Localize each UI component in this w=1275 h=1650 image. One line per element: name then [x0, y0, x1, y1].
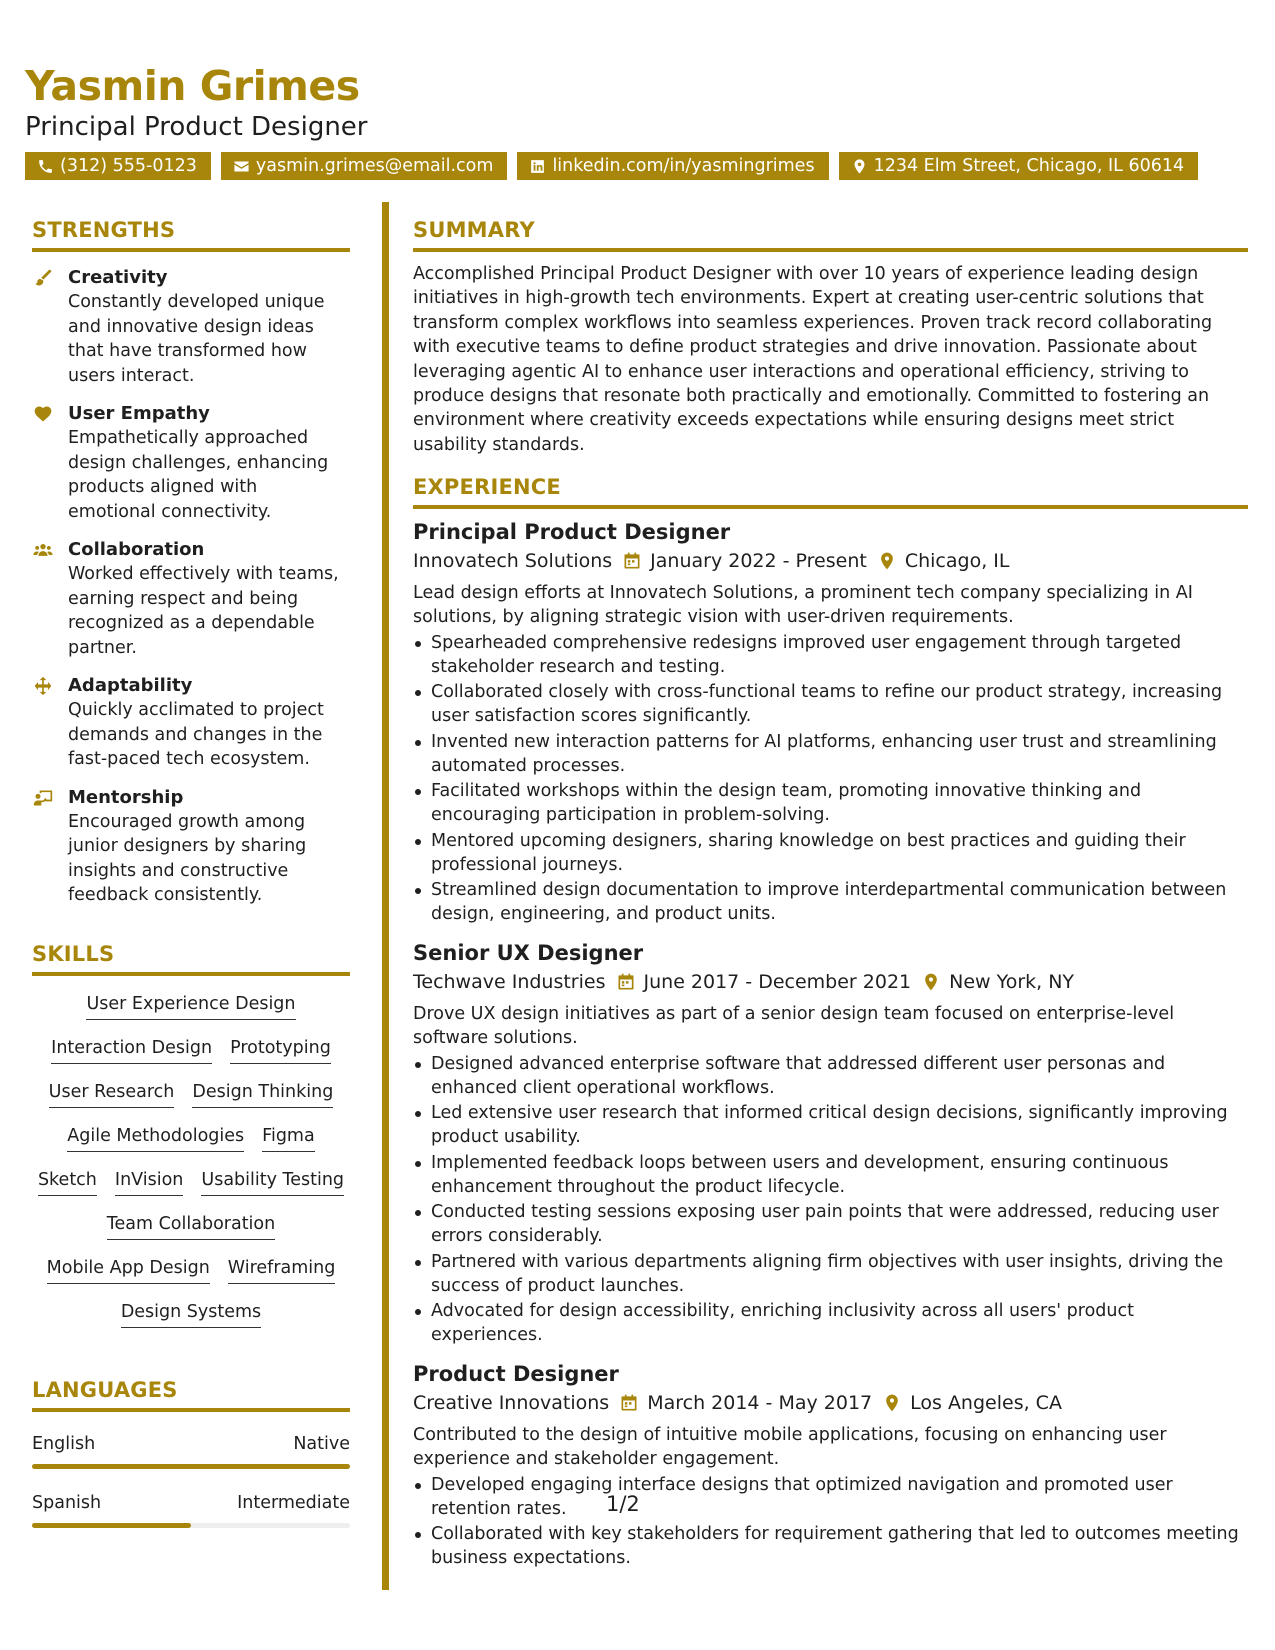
- map-marker-icon: [877, 551, 897, 571]
- job-description: Drove UX design initiatives as part of a senior design team focused on enterprise-level software solutions.: [413, 1004, 1175, 1049]
- job-bullet: Conducted testing sessions exposing user pain points that were addressed, reducing user errors considerably.: [413, 1200, 1248, 1248]
- contact-linkedin[interactable]: [517, 152, 828, 180]
- heart-icon: [32, 404, 54, 424]
- job-location: Los Angeles, CA: [910, 1392, 1062, 1415]
- calendar-icon: [622, 551, 642, 571]
- job-bullet: Collaborated with key stakeholders for requirement gathering that led to outcomes meeting business expectations.: [413, 1522, 1248, 1570]
- strength-item: [32, 538, 350, 660]
- job-dates: March 2014 - May 2017: [647, 1392, 873, 1415]
- job-bullet: Advocated for design accessibility, enriching inclusivity across all users' product experiences.: [413, 1299, 1248, 1347]
- right-column: [413, 218, 1248, 1570]
- strength-title: Creativity: [68, 267, 168, 288]
- job-bullet: Developed engaging interface designs that optimized navigation and promoted user retention rates.: [413, 1473, 1248, 1521]
- skill-tag: Team Collaboration: [107, 1212, 275, 1240]
- map-marker-icon: [882, 1393, 902, 1413]
- job-company: Techwave Industries: [413, 971, 606, 994]
- skill-tag: Usability Testing: [201, 1168, 344, 1196]
- job-title: Product Designer: [413, 1362, 619, 1387]
- address-text: 1234 Elm Street, Chicago, IL 60614: [873, 156, 1185, 176]
- job-bullets: [413, 1052, 1248, 1348]
- skill-tag: Design Systems: [121, 1300, 261, 1328]
- summary-text: Accomplished Principal Product Designer with over 10 years of experience leading design initiatives in high-growth tech environments. Expert at creating user-centric solutions that transform complex workflows into seamless experiences. Proven track record collaborating with executive teams to define product strategies and drive innovation. Passionate about leveraging agentic AI to enhance user interactions and operational efficiency, striving to produce designs that resonate both practically and emotionally. Committed to fostering an environment where creativity exceeds expectations while ensuring designs meet strict usability standards.: [413, 264, 1213, 455]
- strength-item: [32, 674, 350, 772]
- language-level: Native: [293, 1433, 350, 1454]
- map-marker-icon: [921, 972, 941, 992]
- job-bullet: Facilitated workshops within the design team, promoting innovative thinking and encouraging participation in problem-solving.: [413, 779, 1248, 827]
- job-bullet: Mentored upcoming designers, sharing knowledge on best practices and guiding their professional journeys.: [413, 829, 1248, 877]
- candidate-name: Yasmin Grimes: [25, 62, 360, 110]
- job-bullet: Led extensive user research that informed critical design decisions, significantly improving product usability.: [413, 1101, 1248, 1149]
- column-divider: [382, 202, 389, 1590]
- job-company: Innovatech Solutions: [413, 550, 613, 573]
- skill-tag: Prototyping: [230, 1036, 331, 1064]
- job-meta: [413, 968, 1248, 996]
- job-title: Principal Product Designer: [413, 520, 731, 545]
- strengths-heading: STRENGTHS: [32, 218, 350, 252]
- chalkboard-teacher-icon: [32, 788, 54, 808]
- arrows-move-icon: [32, 676, 54, 696]
- skills-row: [32, 1212, 350, 1240]
- contact-phone[interactable]: [25, 152, 211, 180]
- paintbrush-icon: [32, 268, 54, 288]
- strength-title: Collaboration: [68, 539, 205, 560]
- language-level: Intermediate: [237, 1492, 350, 1513]
- language-row: [32, 1434, 350, 1454]
- experience-heading: EXPERIENCE: [413, 475, 1248, 509]
- job-bullet: Spearheaded comprehensive redesigns improved user engagement through targeted stakeholder research and testing.: [413, 631, 1248, 679]
- skill-tag: InVision: [115, 1168, 183, 1196]
- strength-item: [32, 402, 350, 524]
- skill-tag: Wireframing: [228, 1256, 336, 1284]
- language-name: English: [32, 1433, 96, 1454]
- calendar-icon: [616, 972, 636, 992]
- linkedin-text: linkedin.com/in/yasmingrimes: [552, 156, 815, 176]
- skill-tag: Agile Methodologies: [67, 1124, 244, 1152]
- skills-row: [32, 1124, 350, 1152]
- strength-item: [32, 786, 350, 908]
- email-text: yasmin.grimes@email.com: [255, 156, 494, 176]
- skill-tag: User Experience Design: [86, 992, 295, 1020]
- map-marker-icon: [851, 158, 868, 175]
- language-row: [32, 1493, 350, 1513]
- skills-row: [32, 1168, 350, 1196]
- job-meta: [413, 547, 1248, 575]
- job-bullets: [413, 1473, 1248, 1571]
- skills-heading: SKILLS: [32, 942, 350, 976]
- strength-title: User Empathy: [68, 403, 210, 424]
- languages-heading: LANGUAGES: [32, 1378, 350, 1412]
- skill-tag: Design Thinking: [192, 1080, 333, 1108]
- job-bullet: Invented new interaction patterns for AI platforms, enhancing user trust and streamlining automated processes.: [413, 730, 1248, 778]
- contact-email[interactable]: [221, 152, 508, 180]
- job-entry: [413, 517, 1248, 926]
- job-meta: [413, 1389, 1248, 1417]
- skill-tag: Sketch: [38, 1168, 97, 1196]
- job-dates: June 2017 - December 2021: [643, 971, 912, 994]
- skills-row: [32, 1300, 350, 1328]
- job-description: Lead design efforts at Innovatech Solutions, a prominent tech company specializing in AI solutions, by aligning strategic vision with user-driven requirements.: [413, 583, 1193, 628]
- linkedin-icon: [529, 158, 546, 175]
- phone-icon: [37, 158, 54, 175]
- users-icon: [32, 540, 54, 560]
- skills-row: [32, 1036, 350, 1064]
- job-entry: [413, 938, 1248, 1347]
- job-title: Senior UX Designer: [413, 941, 644, 966]
- job-bullet: Partnered with various departments aligning firm objectives with user insights, driving the success of product launches.: [413, 1250, 1248, 1298]
- job-dates: January 2022 - Present: [650, 550, 867, 573]
- skill-tag: Mobile App Design: [47, 1256, 210, 1284]
- contact-bar: [25, 152, 1198, 180]
- envelope-icon: [233, 158, 250, 175]
- job-entry: [413, 1359, 1248, 1570]
- job-location: New York, NY: [949, 971, 1075, 994]
- skills-row: [32, 1080, 350, 1108]
- job-location: Chicago, IL: [904, 550, 1010, 573]
- calendar-icon: [619, 1393, 639, 1413]
- strength-item: [32, 266, 350, 388]
- language-name: Spanish: [32, 1492, 102, 1513]
- language-bar: [32, 1523, 350, 1528]
- phone-text: (312) 555-0123: [60, 156, 197, 176]
- skill-tag: User Research: [49, 1080, 175, 1108]
- skills-row: [32, 992, 350, 1020]
- job-bullet: Streamlined design documentation to improve interdepartmental communication between design, engineering, and product units.: [413, 878, 1248, 926]
- skill-tag: Interaction Design: [51, 1036, 212, 1064]
- contact-address[interactable]: [839, 152, 1199, 180]
- strength-desc: Quickly acclimated to project demands and changes in the fast-paced tech ecosystem.: [68, 700, 324, 769]
- skills-row: [32, 1256, 350, 1284]
- job-bullet: Implemented feedback loops between users and development, ensuring continuous enhancement throughout the product lifecycle.: [413, 1151, 1248, 1199]
- job-bullet: Collaborated closely with cross-functional teams to refine our product strategy, increasing user satisfaction scores significantly.: [413, 680, 1248, 728]
- strength-title: Adaptability: [68, 675, 193, 696]
- strength-desc: Worked effectively with teams, earning respect and being recognized as a dependable partner.: [68, 564, 339, 658]
- strength-desc: Empathetically approached design challenges, enhancing products aligned with emotional connectivity.: [68, 428, 329, 522]
- strength-desc: Encouraged growth among junior designers by sharing insights and constructive feedback consistently.: [68, 811, 307, 905]
- page-number: 1/2: [606, 1492, 640, 1516]
- strength-desc: Constantly developed unique and innovative design ideas that have transformed how users interact.: [68, 292, 325, 386]
- strength-title: Mentorship: [68, 786, 184, 808]
- skills-list: [32, 976, 350, 1328]
- job-bullet: Designed advanced enterprise software that addressed different user personas and enhanced client operational workflows.: [413, 1052, 1248, 1100]
- language-bar-fill: [32, 1523, 191, 1528]
- candidate-title: Principal Product Designer: [25, 112, 368, 142]
- job-description: Contributed to the design of intuitive mobile applications, focusing on enhancing user experience and stakeholder engagement.: [413, 1425, 1167, 1470]
- left-column: [32, 218, 350, 1528]
- language-bar: [32, 1464, 350, 1469]
- skill-tag: Figma: [262, 1124, 315, 1152]
- summary-heading: SUMMARY: [413, 218, 1248, 252]
- job-bullets: [413, 631, 1248, 927]
- job-company: Creative Innovations: [413, 1392, 610, 1415]
- language-bar-fill: [32, 1464, 350, 1469]
- experience-list: [413, 517, 1248, 1570]
